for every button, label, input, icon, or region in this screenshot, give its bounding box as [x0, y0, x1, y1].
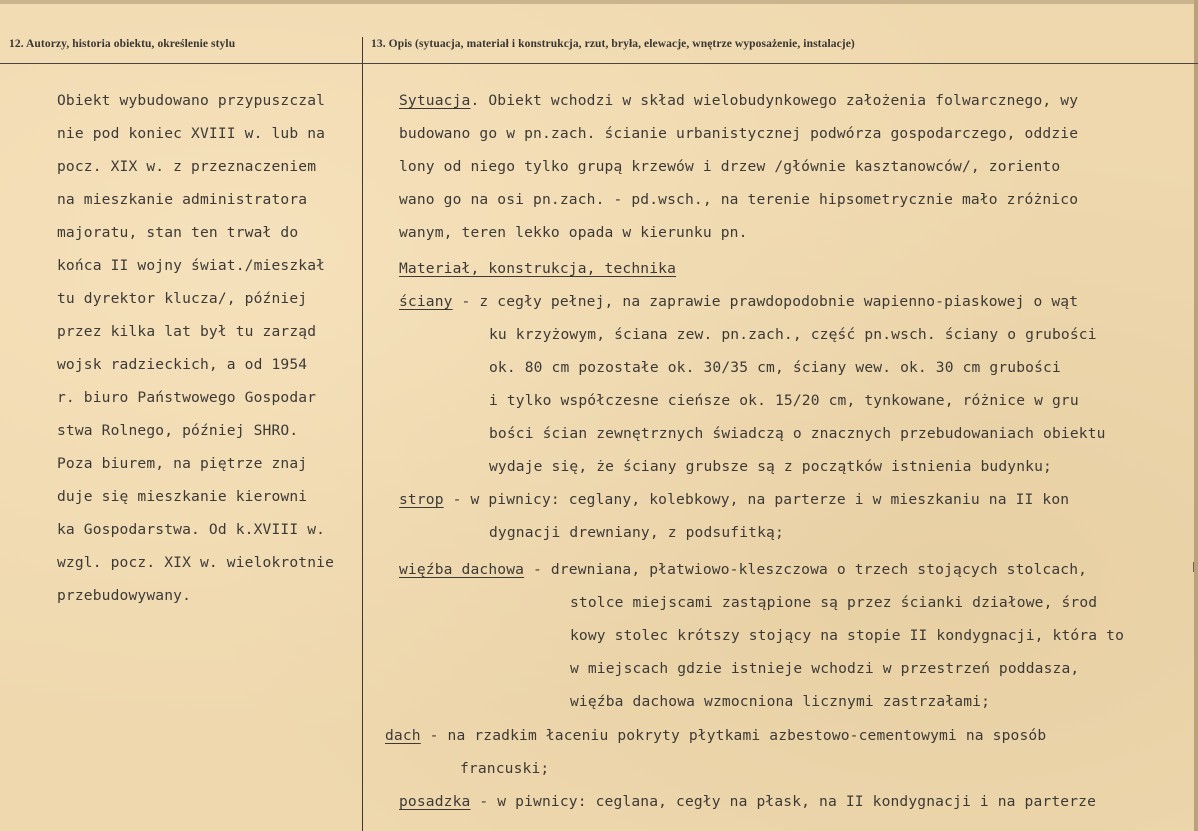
column-divider: [362, 37, 363, 831]
wiezba-first-line: - drewniana, płatwiowo-kleszczowa o trzech stojących stolcach,: [524, 561, 1088, 578]
history-line: stwa Rolnego, później SHRO.: [57, 422, 299, 439]
posadzka-label: posadzka: [399, 793, 471, 810]
strop-paragraph-start: [399, 491, 1069, 508]
sciany-paragraph-start: [399, 293, 1078, 310]
sytuacja-line: budowano go w pn.zach. ścianie urbanistycznej podwórza gospodarczego, oddzie: [399, 125, 1079, 142]
history-line: na mieszkanie administratora: [57, 191, 308, 208]
header-rule: [0, 63, 1198, 64]
sciany-first-line: - z cegły pełnej, na zaprawie prawdopodobnie wapienno-piaskowej o wąt: [452, 293, 1079, 310]
sciany-line: wydaje się, że ściany grubsze są z początków istnienia budynku;: [489, 458, 1052, 475]
history-line: wojsk radzieckich, a od 1954: [57, 356, 308, 373]
pencil-mark: [1193, 562, 1194, 572]
history-line: końca II wojny świat./mieszkał: [57, 257, 326, 274]
wiezba-line: więźba dachowa wzmocniona licznymi zastrzałami;: [570, 693, 991, 710]
sciany-line: i tylko współczesne cieńsze ok. 15/20 cm, tynkowane, różnice w gru: [489, 392, 1079, 409]
history-line: ka Gospodarstwa. Od k.XVIII w.: [57, 521, 326, 538]
history-line: Poza biurem, na piętrze znaj: [57, 455, 308, 472]
wiezba-line: w miejscach gdzie istnieje wchodzi w przestrzeń poddasza,: [570, 660, 1080, 677]
paper-right-edge: [1194, 0, 1198, 831]
sciany-label: ściany: [399, 293, 453, 310]
history-line: przez kilka lat był tu zarząd: [57, 323, 317, 340]
history-line: wzgl. pocz. XIX w. wielokrotnie: [57, 554, 335, 571]
sytuacja-line: wano go na osi pn.zach. - pd.wsch., na terenie hipsometrycznie mało zróżnico: [399, 191, 1079, 208]
strop-line: dygnacji drewniany, z podsufitką;: [489, 524, 784, 541]
history-line: nie pod koniec XVIII w. lub na: [57, 125, 326, 142]
strop-first-line: - w piwnicy: ceglany, kolebkowy, na parterze i w mieszkaniu na II kon: [443, 491, 1070, 508]
material-heading: Materiał, konstrukcja, technika: [399, 260, 677, 277]
wiezba-label: więźba dachowa: [399, 561, 525, 578]
sytuacja-first-line: . Obiekt wchodzi w skład wielobudynkowego założenia folwarcznego, wy: [470, 92, 1079, 109]
sciany-line: ku krzyżowym, ściana zew. pn.zach., część pn.wsch. ściany o grubości: [489, 326, 1097, 343]
history-line: majoratu, stan ten trwał do: [57, 224, 299, 241]
dach-paragraph-start: [385, 727, 1046, 744]
history-line: przebudowywany.: [57, 587, 192, 604]
history-line: tu dyrektor klucza/, później: [57, 290, 308, 307]
sciany-line: ok. 80 cm pozostałe ok. 30/35 cm, ściany wew. ok. 30 cm grubości: [489, 359, 1061, 376]
paper-top-edge: [0, 0, 1198, 4]
dach-first-line: - na rzadkim łaceniu pokryty płytkami azbestowo-cementowymi na sposób: [420, 727, 1047, 744]
dach-line: francuski;: [460, 760, 550, 777]
posadzka-paragraph-start: [399, 793, 1096, 810]
posadzka-first-line: - w piwnicy: ceglana, cegły na płask, na II kondygnacji i na parterze: [470, 793, 1097, 810]
sciany-line: bości ścian zewnętrznych świadczą o znacznych przebudowaniach obiektu: [489, 425, 1106, 442]
history-line: duje się mieszkanie kierowni: [57, 488, 308, 505]
dach-label: dach: [385, 727, 421, 744]
section-12-header: 12. Autorzy, historia obiektu, określenie stylu: [9, 38, 236, 50]
wiezba-line: kowy stolec krótszy stojący na stopie II kondygnacji, która to: [570, 627, 1125, 644]
history-line: pocz. XIX w. z przeznaczeniem: [57, 158, 317, 175]
strop-label: strop: [399, 491, 444, 508]
history-line: r. biuro Państwowego Gospodar: [57, 389, 317, 406]
wiezba-line: stolce miejscami zastąpione są przez ścianki działowe, środ: [570, 594, 1098, 611]
sytuacja-label: Sytuacja: [399, 92, 471, 109]
sytuacja-line: lony od niego tylko grupą krzewów i drzew /głównie kasztanowców/, zoriento: [399, 158, 1061, 175]
history-line: Obiekt wybudowano przypuszczal: [57, 92, 326, 109]
section-13-header: 13. Opis (sytuacja, materiał i konstrukcja, rzut, bryła, elewacje, wnętrze wyposażenie, instalacje): [371, 38, 855, 50]
sytuacja-paragraph-start: [399, 92, 1078, 109]
sytuacja-line: wanym, teren lekko opada w kierunku pn.: [399, 224, 748, 241]
wiezba-paragraph-start: [399, 561, 1087, 578]
